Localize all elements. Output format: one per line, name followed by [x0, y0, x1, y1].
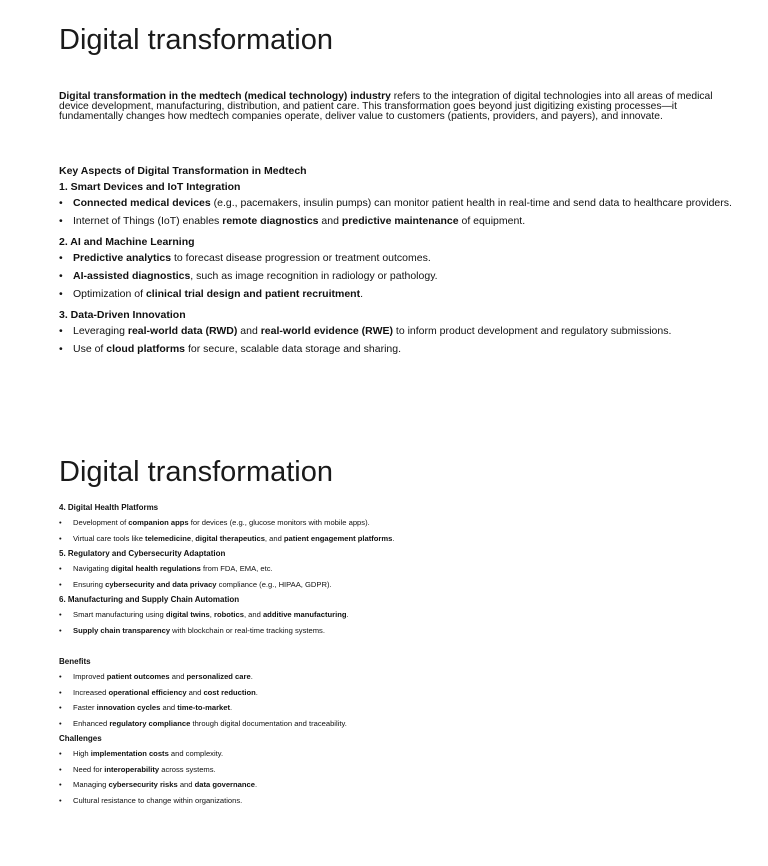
list-item: [59, 326, 739, 336]
text-run: Improved: [73, 672, 107, 681]
text-run: Cultural resistance to change within organizations.: [73, 795, 243, 805]
bold-text: predictive maintenance: [341, 215, 459, 227]
bold-text: additive manufacturing: [262, 610, 347, 619]
bold-text: personalized care: [186, 672, 251, 681]
section-heading: 1. Smart Devices and IoT Integration: [59, 181, 241, 193]
list-item: [59, 216, 739, 226]
bold-text: interoperability: [104, 764, 160, 774]
text-run: , and: [243, 610, 263, 619]
text-run: for devices (e.g., glucose monitors with mobile apps).: [188, 518, 370, 527]
spacer: [59, 638, 739, 654]
bold-text: digital health regulations: [111, 564, 201, 573]
list-item: [59, 700, 739, 716]
bold-text: clinical trial design and patient recruitment: [145, 288, 361, 300]
list-item: [59, 607, 739, 623]
list-item: [59, 762, 739, 778]
text-run: Navigating: [73, 564, 111, 573]
text-run: High: [73, 749, 91, 758]
text-run: Optimization of: [73, 288, 146, 300]
bullet-list: [59, 253, 739, 299]
text-run: and: [177, 780, 195, 789]
list-item: [59, 793, 739, 809]
bold-text: operational efficiency: [108, 687, 187, 697]
text-run: .: [230, 703, 233, 712]
bold-text: remote diagnostics: [222, 215, 319, 227]
bold-text: patient outcomes: [106, 672, 170, 681]
text-run: .: [254, 780, 258, 789]
list-item: [59, 746, 739, 762]
section-heading: Key Aspects of Digital Transformation in Medtech: [59, 165, 307, 177]
text-run: through digital documentation and traceability.: [190, 718, 347, 728]
text-run: Leveraging: [73, 325, 128, 337]
bold-text: Connected medical devices: [73, 197, 211, 209]
text-run: Increased: [73, 687, 109, 697]
bold-text: digital twins: [165, 610, 210, 619]
list-item: [59, 561, 739, 577]
text-run: across systems.: [159, 764, 216, 774]
text-run: .: [392, 533, 395, 543]
slide-1-title: Digital transformation: [59, 24, 333, 56]
bold-text: real-world data (RWD): [127, 325, 238, 337]
text-run: of equipment.: [458, 215, 526, 227]
section-heading: 4. Digital Health Platforms: [59, 503, 159, 512]
list-item: [59, 577, 739, 593]
bold-text: AI-assisted diagnostics: [73, 270, 191, 282]
bold-text: implementation costs: [90, 749, 169, 758]
section-heading: Benefits: [59, 657, 91, 666]
bold-text: innovation cycles: [96, 703, 161, 712]
text-run: Smart manufacturing using: [73, 610, 166, 619]
text-run: Use of: [73, 343, 107, 355]
text-run: (e.g., pacemakers, insulin pumps) can monitor patient health in real-time and send data to healthcare providers.: [210, 197, 732, 209]
section-heading: 6. Manufacturing and Supply Chain Automation: [59, 595, 240, 604]
bold-text: cloud platforms: [106, 343, 186, 355]
text-run: , and: [264, 533, 284, 543]
bold-text: cost reduction: [203, 687, 256, 697]
bold-text: cybersecurity and data privacy: [105, 579, 217, 589]
text-run: to inform product development and regulatory submissions.: [392, 325, 672, 337]
section-heading: 5. Regulatory and Cybersecurity Adaptation: [59, 549, 226, 558]
bullet-list: [59, 607, 739, 638]
section-heading: 3. Data-Driven Innovation: [59, 309, 186, 321]
text-run: refers to the integration of digital technologies into all areas of medical device development, manufacturing, distribution, and patient care. This transformation goes beyond just digitizing existing processes—it fundamentally changes how medtech companies operate, deliver value to customers (patients, providers, and payers), and innovate.: [59, 91, 713, 122]
slide-2: [0, 432, 768, 866]
list-item: [59, 271, 739, 281]
bold-text: Supply chain transparency: [73, 625, 171, 635]
list-item: [59, 685, 739, 701]
text-run: Ensuring: [73, 579, 106, 589]
bold-text: time-to-market: [177, 703, 231, 712]
text-run: and complexity.: [168, 749, 224, 758]
text-run: Faster: [73, 703, 97, 712]
text-run: and: [160, 703, 178, 712]
bold-text: Predictive analytics: [73, 252, 172, 264]
text-run: Development of: [73, 518, 129, 527]
list-item: [59, 198, 739, 208]
bullet-list: [59, 561, 739, 592]
text-run: with blockchain or real-time tracking systems.: [170, 625, 325, 635]
list-item: [59, 623, 739, 639]
section-heading: 2. AI and Machine Learning: [59, 236, 195, 248]
bold-text: data governance: [194, 780, 255, 789]
bold-text: real-world evidence (RWE): [260, 325, 393, 337]
text-run: Internet of Things (IoT) enables: [73, 215, 223, 227]
text-run: and: [169, 672, 187, 681]
text-run: .: [250, 672, 253, 681]
list-item: [59, 289, 739, 299]
list-item: [59, 669, 739, 685]
text-run: Need for: [73, 764, 105, 774]
text-run: , such as image recognition in radiology or pathology.: [190, 270, 438, 282]
bold-text: cybersecurity risks: [108, 780, 178, 789]
text-run: Enhanced: [73, 718, 110, 728]
bullet-list: [59, 515, 739, 546]
bold-text: companion apps: [128, 518, 189, 527]
bullet-list: [59, 746, 739, 808]
text-run: .: [255, 687, 258, 697]
section-heading: Challenges: [59, 734, 102, 743]
text-run: compliance (e.g., HIPAA, GDPR).: [216, 579, 332, 589]
text-run: Managing: [73, 780, 109, 789]
text-run: for secure, scalable data storage and sharing.: [185, 343, 401, 355]
text-run: .: [360, 288, 364, 300]
slide-2-content: [59, 500, 739, 808]
text-run: and: [237, 325, 261, 337]
list-item: [59, 777, 739, 793]
intro-paragraph: [59, 92, 719, 122]
bold-text: telemedicine: [145, 533, 192, 543]
bold-text: Digital transformation in the medtech (medical technology) industry: [59, 91, 391, 102]
list-item: [59, 344, 739, 354]
text-run: .: [346, 610, 349, 619]
bold-text: robotics: [213, 610, 244, 619]
list-item: [59, 515, 739, 531]
slide-1: [0, 0, 768, 432]
bold-text: patient engagement platforms: [283, 533, 393, 543]
spacer: [59, 155, 739, 163]
slide-2-title: Digital transformation: [59, 456, 333, 488]
bold-text: digital therapeutics: [195, 533, 265, 543]
bullet-list: [59, 326, 739, 354]
slide-1-content: [59, 155, 739, 362]
list-item: [59, 716, 739, 732]
text-run: Virtual care tools like: [73, 533, 146, 543]
list-item: [59, 531, 739, 547]
text-run: ,: [209, 610, 214, 619]
bold-text: regulatory compliance: [109, 718, 191, 728]
bullet-list: [59, 198, 739, 226]
text-run: and: [318, 215, 342, 227]
text-run: from FDA, EMA, etc.: [200, 564, 273, 573]
text-run: and: [186, 687, 204, 697]
text-run: ,: [191, 533, 196, 543]
bullet-list: [59, 669, 739, 731]
text-run: to forecast disease progression or treatment outcomes.: [171, 252, 431, 264]
list-item: [59, 253, 739, 263]
